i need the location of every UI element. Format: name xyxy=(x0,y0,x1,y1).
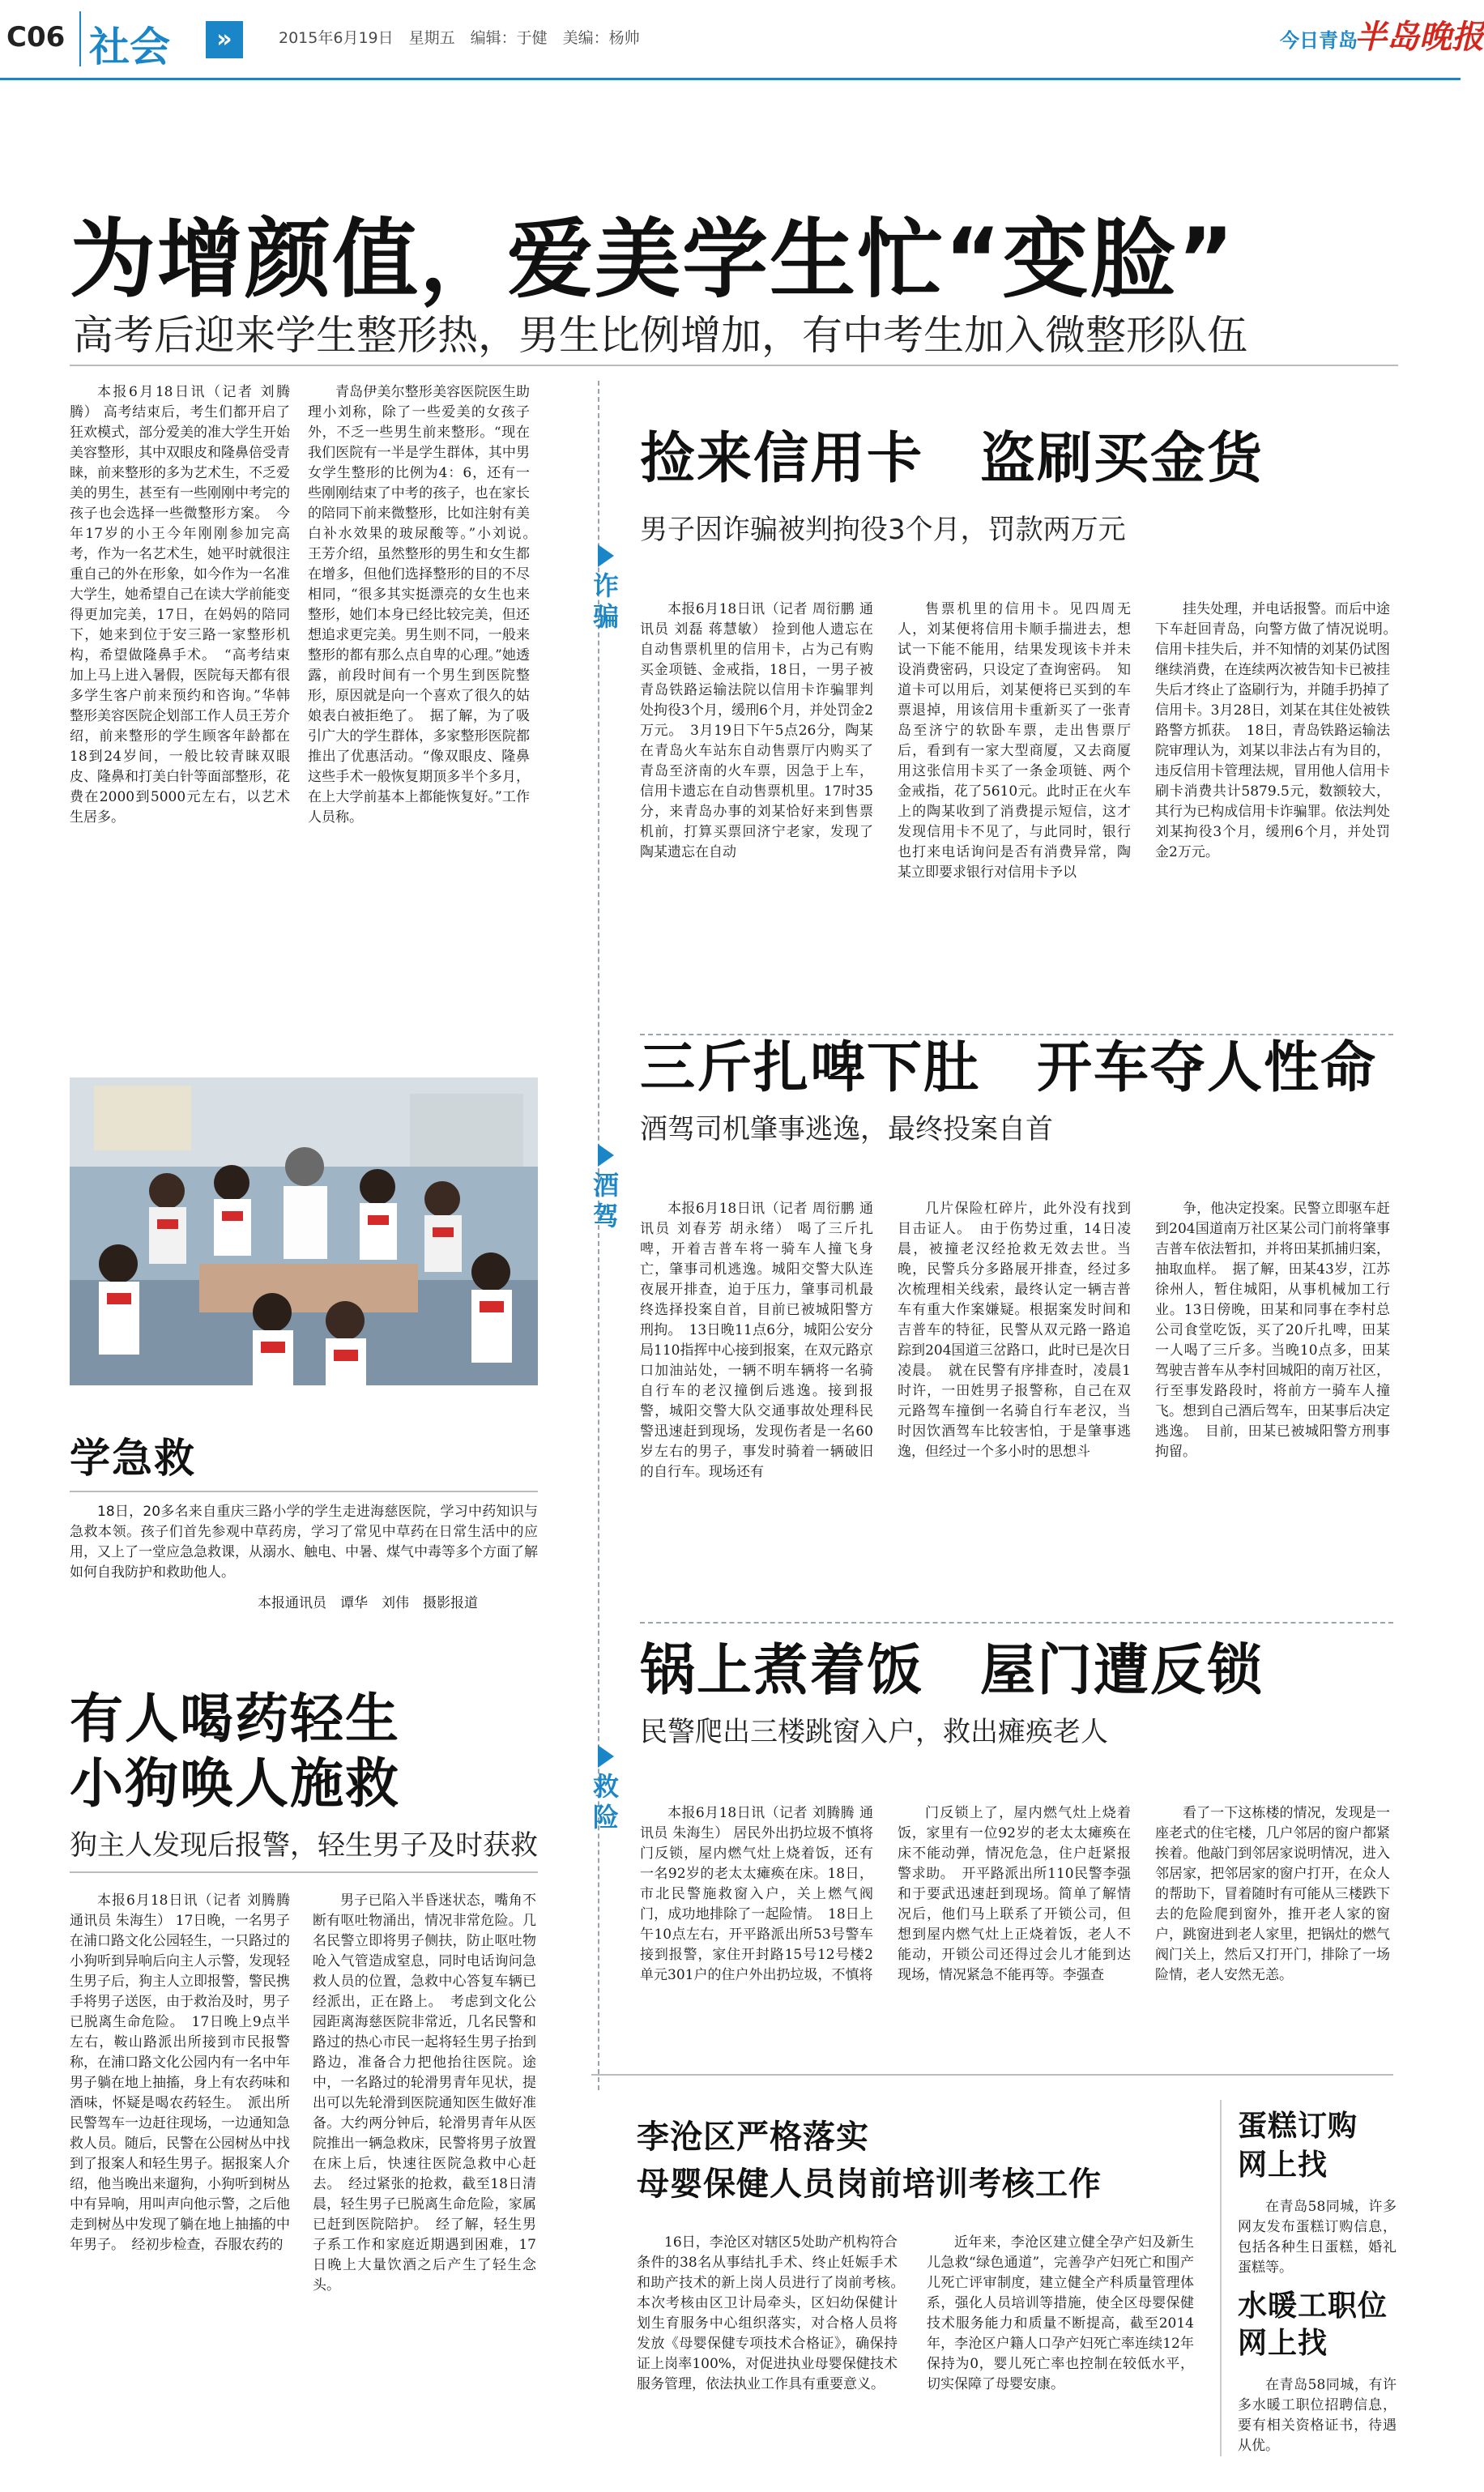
rescue-title: 锅上煮着饭 屋门遭反锁 xyxy=(640,1639,1264,1703)
health-column-1: 16日，李沧区对辖区5处助产机构符合条件的38名从事结扎手术、终止妊娠手术和助产技术的新上岗人员进行了岗前考核。 本次考核由区卫计局牵头，区妇幼保健计划生育服务中心组织落实，对合格人员将发放《母婴保健专项技术合格证》，确保持证上岗率100%，对促进执业母婴保健技术服务管理，依法执业工作具有重要意义。 xyxy=(637,2234,911,2392)
fraud-subtitle: 男子因诈骗被判拘役3个月，罚款两万元 xyxy=(640,514,1126,546)
rescue-column-1: 本报6月18日讯（记者 刘腾腾 通讯员 朱海生） 居民外出扔垃圾不慎将门反锁，屋内燃气灶上烧着饭，还有一名92岁的老太太瘫痪在床。18日，市北民警施救窗入户，关上燃气阀门，成功地排除了一起险情。 18日上午10点左右，开平路派出所53号警车接到报警，家住开封路15号12号楼2单元301户的住户外出扔垃圾，不慎将 xyxy=(640,1805,873,1983)
cake-title-line-2: 网上找 xyxy=(1238,2148,1328,2182)
page-number: C06 xyxy=(6,21,66,53)
lead-rule xyxy=(70,365,1398,366)
lead-title: 为增颜值，爱美学生忙“变脸” xyxy=(70,210,1236,309)
plumber-title-line-1: 水暖工职位 xyxy=(1238,2289,1388,2323)
tag-arrow-icon xyxy=(598,1745,614,1768)
dog-rule xyxy=(70,1871,538,1873)
fraud-column-3: 挂失处理，并电话报警。而后中途下车赶回青岛，向警方做了情况说明。 信用卡挂失后，并不知情的刘某仍试图继续消费，在连续两次被告知卡已被挂失后才终止了盗刷行为，并随手扔掉了信用卡。3月28日，刘某在其住处被铁路警方抓获。 18日，青岛铁路运输法院审理认为，刘某以非法占有为目的，违反信用卡管理法规，冒用他人信用卡刷卡消费共计5879.5元，数额较大，其行为已构成信用卡诈骗罪。依法判处刘某拘役3个月，缓刑6个月，并处罚金2万元。 xyxy=(1155,601,1404,860)
drunk-column-1: 本报6月18日讯（记者 周衍鹏 通讯员 刘春芳 胡永绪） 喝了三斤扎啤，开着吉普车将一骑车人撞飞身亡，肇事司机逃逸。城阳交警大队连夜展开排查，迫于压力，肇事司机最终选择投案自首，目前已被城阳警方刑拘。 13日晚11点6分，城阳公安分局110指挥中心接到报案，在双元路京口加油站处，一辆不明车辆将一名骑自行车的老汉撞倒后逃逸。接到报警，城阳交警大队交通事故处理科民警迅速赶到现场，发现伤者是一名60岁左右的男子，事发时骑着一辆破旧的自行车。现场还有 xyxy=(640,1201,873,1480)
header-date: 2015年6月19日 星期五 编辑：于健 美编：杨帅 xyxy=(279,29,640,47)
drunk-title: 三斤扎啤下肚 开车夺人性命 xyxy=(640,1036,1378,1100)
drunk-tag-label: 酒驾 xyxy=(592,1170,619,1231)
rescue-tag-label: 救险 xyxy=(592,1771,619,1833)
health-title-line-1: 李沧区严格落实 xyxy=(637,2119,869,2156)
tag-arrow-icon xyxy=(598,1144,614,1167)
lead-column-1: 本报6月18日讯（记者 刘腾腾） 高考结束后，考生们都开启了狂欢模式，部分爱美的准大学生开始美容整形，其中双眼皮和隆鼻倍受青睐，前来整形的多为艺术生，不乏爱美的男生，甚至有一些刚刚中考完的孩子也会选择一些微整形方案。 今年17岁的小王今年刚刚参加完高考，作为一名艺术生，她平时就很注重自己的外在形象，如今作为一名准大学生，她希望自己在读大学前能变得更加完美，17日，在妈妈的陪同下，她来到位于安三路一家整形机构，希望做隆鼻手术。 “高考结束加上马上进入暑假，医院每天都有很多学生客户前来预约和咨询。”华韩整形美容医院企划部工作人员王芳介绍，前来整形的学生顾客年龄都在18到24岁间，一般比较青睐双眼皮、隆鼻和打美白针等面部整形，花费在2000到5000元左右，以艺术生居多。 xyxy=(70,384,290,826)
fraud-title: 捡来信用卡 盗刷买金货 xyxy=(640,427,1264,491)
tag-arrow-icon xyxy=(598,544,614,567)
photo-story-rule xyxy=(70,1491,538,1492)
photo-credit: 本报通讯员 谭华 刘伟 摄影报道 xyxy=(258,1595,478,1611)
lead-column-2: 青岛伊美尔整形美容医院医生助理小刘称，除了一些爱美的女孩子外，不乏一些男生前来整形。“现在我们医院有一半是学生群体，其中男女学生整形的比例为4：6，还有一些刚刚结束了中考的孩子，也在家长的陪同下前来微整形，比如注射有美白补水效果的玻尿酸等。”小刘说。 王芳介绍，虽然整形的男生和女生都在增多，但他们选择整形的目的不尽相同，“很多其实挺漂亮的女生也来整形，她们本身已经比较完美，但还想追求更完美。男生则不同，一般来整形的都有那么点自卑的心理。”她透露，前段时间有一个男生到医院整形，原因就是向一个喜欢了很久的姑娘表白被拒绝了。 据了解，为了吸引广大的学生群体，多家整形医院都推出了优惠活动。“像双眼皮、隆鼻这些手术一般恢复期顶多半个多月，在上大学前基本上都能恢复好。”工作人员称。 xyxy=(308,384,544,826)
drunk-column-2: 几片保险杠碎片，此外没有找到目击证人。 由于伤势过重，14日凌晨，被撞老汉经抢救无效去世。当晚，民警兵分多路展开排查，经过多次梳理相关线索，最终认定一辆吉普车有重大作案嫌疑。根据案发时间和吉普车的特征，民警从双元路一路追踪到204国道三岔路口，此时已是次日凌晨。 就在民警有序排查时，凌晨1时许，一田姓男子报警称，自己在双元路驾车撞倒一名骑自行车老汉，当时因饮酒驾车比较害怕，于是肇事逃逸，但经过一个多小时的思想斗 xyxy=(898,1201,1131,1460)
rescue-tag xyxy=(590,1745,622,1833)
photo-story-caption: 18日，20多名来自重庆三路小学的学生走进海慈医院，学习中药知识与急救本领。孩子们首先参观中草药房，学习了常见中草药在日常生活中的应用，又上了一堂应急急救课，从溺水、触电、中暑、煤气中毒等多个方面了解如何自我防护和救助他人。 xyxy=(70,1504,538,1581)
edition-label: 今日青岛 xyxy=(1280,29,1358,52)
drunk-tag xyxy=(590,1144,622,1231)
section-arrow-icon: » xyxy=(206,21,243,58)
rescue-column-3: 看了一下这栋楼的情况，发现是一座老式的住宅楼，几户邻居的窗户都紧挨着。他敲门到邻居家说明情况，进入邻居家，把邻居家的窗户打开，在众人的帮助下，冒着随时有可能从三楼跌下去的危险爬到窗外，推开老人家的窗户，跳窗进到老人家里，把锅灶的燃气阀门关上，然后又打开门，排除了一场险情，老人安然无恙。 xyxy=(1155,1805,1390,1983)
dog-subtitle: 狗主人发现后报警，轻生男子及时获救 xyxy=(70,1829,538,1862)
briefs-divider xyxy=(1220,2100,1222,2456)
dog-column-2: 男子已陷入半昏迷状态，嘴角不断有呕吐物涌出，情况非常危险。几名民警立即将男子侧扶，防止呕吐物呛入气管造成窒息，同时电话询问急救人员的位置，急救中心答复车辆已经派出，正在路上。 考虑到文化公园距离海慈医院非常近，几名民警和路过的热心市民一起将轻生男子抬到路边，准备合力把他抬往医院。途中，一名路过的轮滑男青年见状，提出可以先轮滑到医院通知医生做好准备。大约两分钟后，轮滑男青年从医院推出一辆急救床，民警将男子放置在床上后，快速往医院急救中心赶去。 经过紧张的抢救，截至18日清晨，轻生男子已脱离生命危险，家属已赶到医院陪护。 经了解，轻生男子系工作和家庭近期遇到困难，17日晚上大量饮酒之后产生了轻生念头。 xyxy=(313,1892,536,2294)
plumber-title-line-2: 网上找 xyxy=(1238,2327,1328,2360)
section-name: 社会 xyxy=(89,23,170,70)
newspaper-logo: 半岛晚报 xyxy=(1354,18,1484,56)
cake-title-line-1: 蛋糕订购 xyxy=(1238,2110,1358,2143)
dog-title-line-2: 小狗唤人施救 xyxy=(70,1752,400,1815)
column-divider xyxy=(598,381,599,2090)
dog-title-line-1: 有人喝药轻生 xyxy=(70,1688,400,1750)
rescue-column-2: 门反锁上了，屋内燃气灶上烧着饭，家里有一位92岁的老太太瘫痪在床不能动弹，情况危急，住户赶紧报警求助。 开平路派出所110民警李强和于要武迅速赶到现场。简单了解情况后，他们马上联系了开锁公司，但想到屋内燃气灶上正烧着饭，老人不能动，开锁公司还得过会儿才能到达现场，情况紧急不能再等。李强查 xyxy=(898,1805,1131,1983)
fraud-column-1: 本报6月18日讯（记者 周衍鹏 通讯员 刘磊 蒋慧敏） 捡到他人遗忘在自动售票机里的信用卡，占为己有购买金项链、金戒指，18日，一男子被青岛铁路运输法院以信用卡诈骗罪判处拘役3个月，缓刑6个月，并处罚金2万元。 3月19日下午5点26分，陶某在青岛火车站东自动售票厅内购买了青岛至济南的火车票，因急于上车，信用卡遗忘在自动售票机里。17时35分，来青岛办事的刘某恰好来到售票机前，打算买票回济宁老家，发现了陶某遗忘在自动 xyxy=(640,601,873,860)
drunk-column-3: 争，他决定投案。民警立即驱车赶到204国道南万社区某公司门前将肇事吉普车依法暂扣，并将田某抓捕归案，抽取血样。 据了解，田某43岁，江苏徐州人，暂住城阳，从事机械加工行业。13日傍晚，田某和同事在李村总公司食堂吃饭，买了20斤扎啤，田某一人喝了三斤多。当晚10点多，田某驾驶吉普车从李村回城阳的南万社区，行至事发路段时，将前方一骑车人撞飞。想到自己酒后驾车，田某事后决定逃逸。 目前，田某已被城阳警方刑事拘留。 xyxy=(1155,1201,1390,1460)
fraud-tag xyxy=(590,544,622,632)
fraud-tag-label: 诈骗 xyxy=(592,570,619,632)
dog-column-1: 本报6月18日讯（记者 刘腾腾 通讯员 朱海生） 17日晚，一名男子在浦口路文化公园轻生，一只路过的小狗听到异响后向主人示警，发现轻生男子后，狗主人立即报警，警民携手将男子送医，由于救治及时，男子已脱离生命危险。 17日晚上9点半左右，鞍山路派出所接到市民报警称，在浦口路文化公园内有一名中年男子躺在地上抽搐，身上有农药味和酒味，怀疑是喝农药轻生。 派出所民警驾车一边赶往现场，一边通知急救人员。随后，民警在公园树丛中找到了报案人和轻生男子。据报案人介绍，他当晚出来遛狗，小狗听到树丛中有异响，用叫声向他示警，之后他走到树丛中发现了躺在地上抽搐的中年男子。 经初步检查，吞服农药的 xyxy=(70,1892,290,2253)
plumber-brief-text: 在青岛58同城，有许多水暖工职位招聘信息，要有相关资格证书，待遇从优。 xyxy=(1238,2377,1397,2454)
lead-subtitle: 高考后迎来学生整形热，男生比例增加，有中考生加入微整形队伍 xyxy=(73,312,1247,359)
drunk-subtitle: 酒驾司机肇事逃逸，最终投案自首 xyxy=(640,1113,1053,1146)
rescue-subtitle: 民警爬出三楼跳窗入户，救出瘫痪老人 xyxy=(640,1716,1108,1748)
drunk-bottom-divider xyxy=(640,1622,1393,1624)
health-title-line-2: 母婴保健人员岗前培训考核工作 xyxy=(637,2166,1102,2203)
section-box xyxy=(79,11,81,66)
fraud-column-2: 售票机里的信用卡。见四周无人，刘某便将信用卡顺手揣进去，想试一下能不能用，结果发现该卡并未设消费密码，只设定了查询密码。 知道卡可以用后，刘某便将已买到的车票退掉，用该信用卡重新买了一张青岛至济宁的软卧车票，走出售票厅后，看到有一家大型商厦，又去商厦用这张信用卡买了一条金项链、两个金戒指，花了5610元。此时正在火车上的陶某收到了消费提示短信，这才发现信用卡不见了，与此同时，银行也打来电话询问是否有消费异常，陶某立即要求银行对信用卡予以 xyxy=(898,601,1131,881)
header-rule xyxy=(0,78,1461,80)
health-column-2: 近年来，李沧区建立健全孕产妇及新生儿急救“绿色通道”，完善孕产妇死亡和围产儿死亡评审制度，建立健全产科质量管理体系，强化人员培训等措施，使全区母婴保健技术服务能力和质量不断提高，截至2014年，李沧区户籍人口孕产妇死亡率连续12年保持为0，婴儿死亡率也控制在较低水平，切实保障了母婴安康。 xyxy=(927,2234,1194,2392)
photo-story-title: 学急救 xyxy=(70,1435,196,1482)
first-aid-photo xyxy=(70,1077,538,1385)
cake-brief-text: 在青岛58同城，许多网友发布蛋糕订购信息，包括各种生日蛋糕，婚礼蛋糕等。 xyxy=(1238,2199,1397,2276)
page-header xyxy=(0,0,1484,78)
rescue-bottom-rule xyxy=(591,2074,1393,2076)
